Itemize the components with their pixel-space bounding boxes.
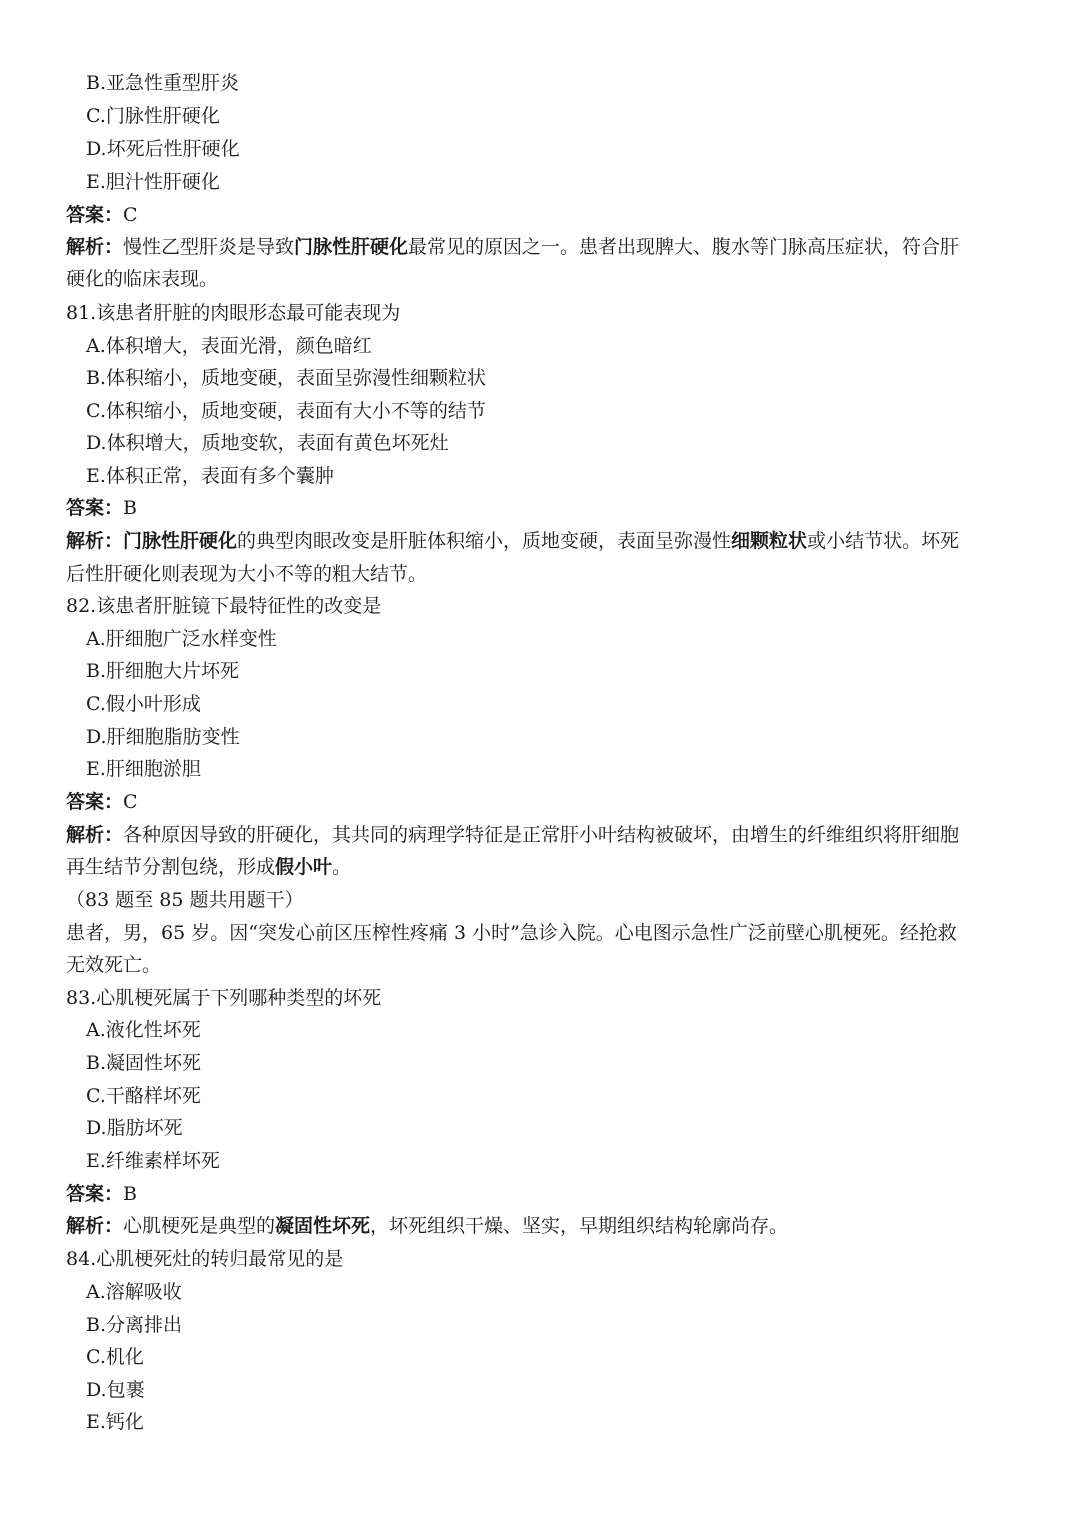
shared-stem-continuation: 无效死亡。	[66, 954, 162, 976]
analysis-text: ，坏死组织干燥、坚实，早期组织结构轮廓尚存。	[370, 1215, 789, 1237]
option-b: B.分离排出	[86, 1314, 183, 1336]
analysis-text: 或小结节状。坏死	[807, 530, 960, 552]
option-c: C.体积缩小，质地变硬，表面有大小不等的结节	[86, 400, 486, 422]
option-d: D.坏死后性肝硬化	[86, 138, 240, 160]
option-c: C.门脉性肝硬化	[86, 105, 220, 127]
option-b: B.肝细胞大片坏死	[86, 660, 240, 682]
option-e: E.胆汁性肝硬化	[86, 171, 220, 193]
analysis-text: 再生结节分割包绕，形成	[66, 856, 276, 878]
analysis-bold-term: 门脉性肝硬化	[294, 236, 409, 258]
question-stem: 81.该患者肝脏的肉眼形态最可能表现为	[66, 302, 401, 324]
analysis-label: 解析：	[66, 1215, 124, 1237]
analysis-text: 心肌梗死是典型的	[123, 1215, 276, 1237]
analysis-bold-term: 细颗粒状	[731, 530, 808, 552]
analysis-line	[66, 532, 959, 551]
option-e: E.纤维素样坏死	[86, 1150, 220, 1172]
analysis-text: 最常见的原因之一。患者出现脾大、腹水等门脉高压症状，符合肝	[408, 236, 960, 258]
option-a: A.液化性坏死	[86, 1019, 201, 1041]
analysis-label: 解析：	[66, 236, 124, 258]
analysis-line	[66, 1217, 788, 1236]
answer-label: 答案：	[66, 204, 124, 226]
option-a: A.溶解吸收	[86, 1281, 182, 1303]
answer-line	[66, 1185, 137, 1204]
answer-value: B	[123, 497, 137, 519]
option-b: B.亚急性重型肝炎	[86, 72, 240, 94]
analysis-continuation: 硬化的临床表现。	[66, 268, 219, 290]
analysis-label: 解析：	[66, 530, 124, 552]
option-a: A.肝细胞广泛水样变性	[86, 628, 277, 650]
question-stem: 84.心肌梗死灶的转归最常见的是	[66, 1248, 344, 1270]
answer-value: C	[123, 791, 138, 813]
answer-label: 答案：	[66, 1183, 124, 1205]
analysis-text: 慢性乙型肝炎是导致	[123, 236, 295, 258]
analysis-continuation: 后性肝硬化则表现为大小不等的粗大结节。	[66, 563, 428, 585]
option-c: C.假小叶形成	[86, 693, 201, 715]
analysis-bold-term: 假小叶	[275, 856, 333, 878]
analysis-bold-term: 凝固性坏死	[275, 1215, 371, 1237]
option-e: E.肝细胞淤胆	[86, 758, 201, 780]
option-c: C.机化	[86, 1346, 144, 1368]
answer-value: C	[123, 204, 138, 226]
option-e: E.钙化	[86, 1411, 144, 1433]
analysis-line	[66, 826, 959, 845]
option-e: E.体积正常，表面有多个囊肿	[86, 465, 334, 487]
analysis-bold-term: 门脉性肝硬化	[123, 530, 238, 552]
option-d: D.包裹	[86, 1379, 145, 1401]
answer-line	[66, 206, 138, 225]
analysis-text: 各种原因导致的肝硬化，其共同的病理学特征是正常肝小叶结构被破坏，由增生的纤维组织将肝细胞	[123, 824, 960, 846]
question-stem: 83.心肌梗死属于下列哪种类型的坏死	[66, 987, 382, 1009]
answer-line	[66, 793, 138, 812]
answer-line	[66, 499, 137, 518]
analysis-continuation	[66, 858, 351, 877]
option-d: D.体积增大，质地变软，表面有黄色坏死灶	[86, 432, 449, 454]
analysis-label: 解析：	[66, 824, 124, 846]
answer-value: B	[123, 1183, 137, 1205]
option-b: B.凝固性坏死	[86, 1052, 202, 1074]
analysis-text: 。	[332, 856, 352, 878]
option-d: D.脂肪坏死	[86, 1117, 183, 1139]
analysis-line	[66, 238, 959, 257]
shared-stem-text: 患者，男，65 岁。因“突发心前区压榨性疼痛 3 小时”急诊入院。心电图示急性广泛前壁心肌梗死。经抢救	[66, 922, 957, 944]
analysis-text: 的典型肉眼改变是肝脏体积缩小，质地变硬，表面呈弥漫性	[237, 530, 732, 552]
option-c: C.干酪样坏死	[86, 1085, 201, 1107]
option-a: A.体积增大，表面光滑，颜色暗红	[86, 335, 372, 357]
option-d: D.肝细胞脂肪变性	[86, 726, 240, 748]
shared-stem-note: （83 题至 85 题共用题干）	[66, 889, 304, 911]
option-b: B.体积缩小，质地变硬，表面呈弥漫性细颗粒状	[86, 367, 487, 389]
answer-label: 答案：	[66, 497, 124, 519]
answer-label: 答案：	[66, 791, 124, 813]
question-stem: 82.该患者肝脏镜下最特征性的改变是	[66, 595, 382, 617]
